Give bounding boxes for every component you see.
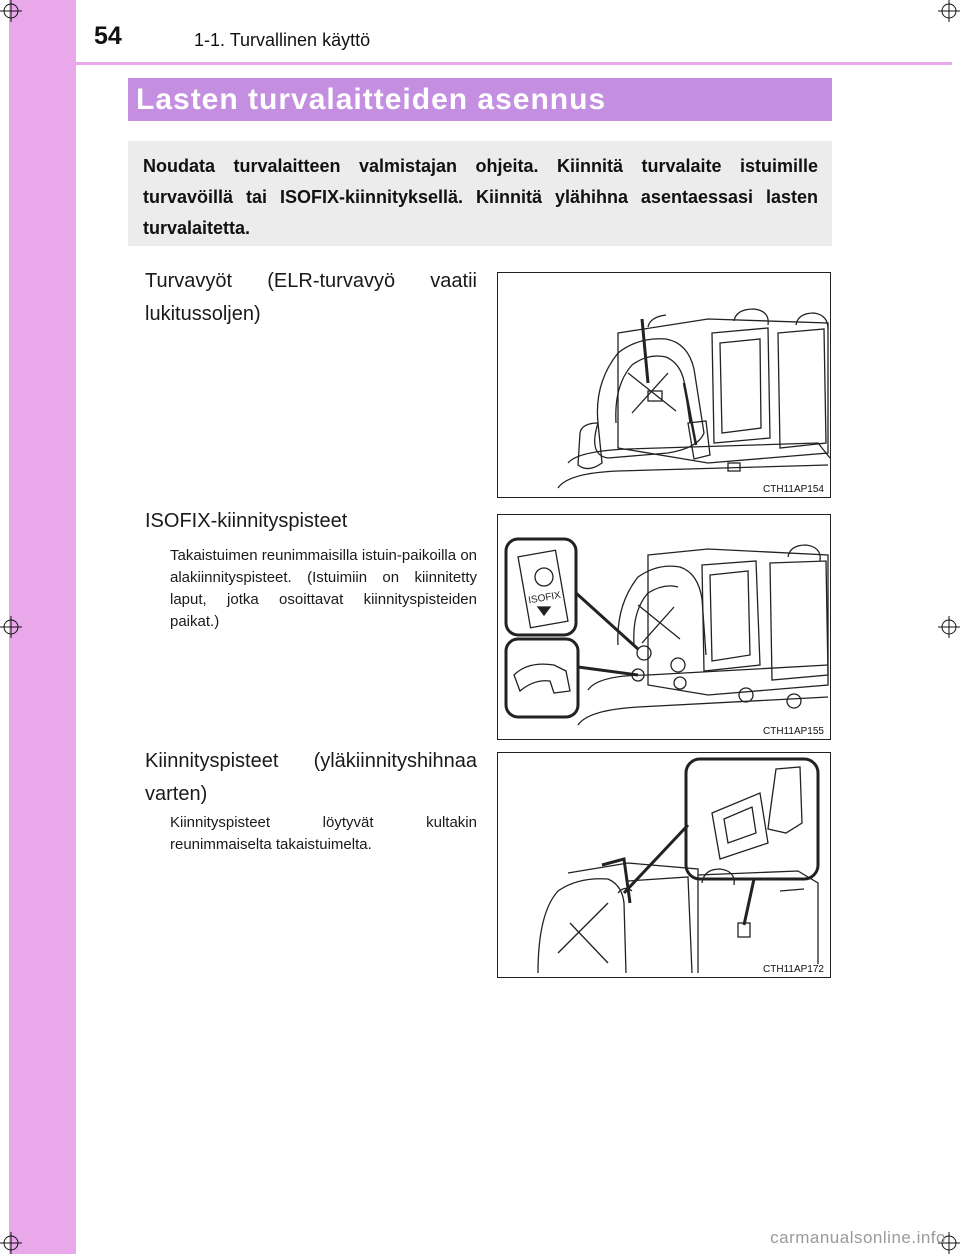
figure-code: CTH11AP155 [763,726,824,737]
top-tether-illustration [498,753,831,978]
title-banner [128,78,832,121]
seatbelt-child-seat-illustration [498,273,831,498]
watermark: carmanualsonline.info [770,1228,946,1247]
section-title: 1-1. Turvallinen käyttö [194,30,371,50]
figure-top-tether-anchors [497,752,831,978]
isofix-label-text: ISOFIX [527,589,562,607]
registration-mark-icon [0,616,22,638]
item-heading-isofix: ISOFIX-kiinnityspisteet [145,510,348,532]
figure-code: CTH11AP172 [763,964,824,975]
item-heading-seatbelts: Turvavyöt (ELR-turvavyö vaatii lukitussoljen) [145,270,477,325]
registration-mark-icon [0,1232,22,1254]
header-rule [76,62,952,65]
intro-box [128,141,832,246]
figure-seatbelt-install [497,272,831,498]
page-number: 54 [94,22,122,50]
isofix-anchor-illustration [498,515,831,740]
figure-code: CTH11AP154 [763,484,824,495]
figure-isofix-points [497,514,831,740]
registration-mark-icon [938,0,960,22]
intro-text: Noudata turvalaitteen valmistajan ohjeita. Kiinnitä turvalaite istuimille turvavöillä tai ISOFIX-kiinnityksellä. Kiinnitä ylähihna asentaessasi lasten turvalaitetta. [143,156,818,238]
registration-mark-icon [938,616,960,638]
page-title: Lasten turvalaitteiden asennus [136,83,607,116]
item-body-isofix: Takaistuimen reunimmaisilla istuin-paikoilla on alakiinnityspisteet. (Istuimiin on kiinnitetty laput, jotka osoittavat kiinnityspisteiden paikat.) [170,547,477,630]
item-body-top-tether: Kiinnityspisteet löytyvät kultakin reunimmaiselta takaistuimelta. [170,814,477,853]
registration-mark-icon [0,0,22,22]
item-heading-top-tether: Kiinnityspisteet (yläkiinnityshihnaa varten) [145,750,477,805]
